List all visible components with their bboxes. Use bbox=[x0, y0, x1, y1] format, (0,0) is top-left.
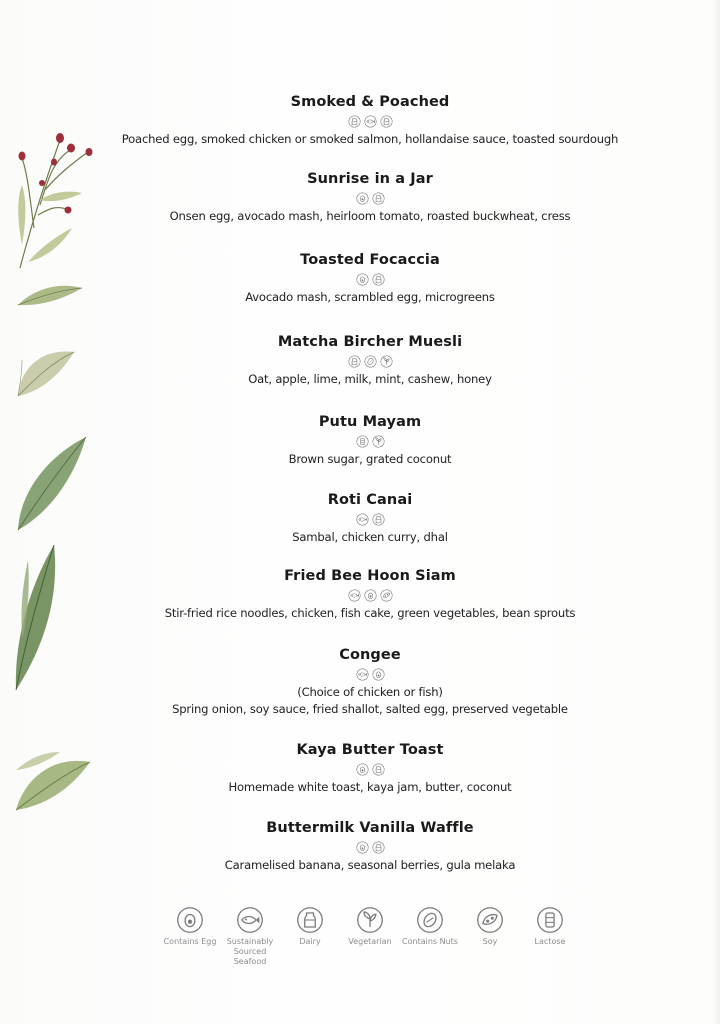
soy-icon bbox=[476, 906, 504, 934]
menu-item-note: (Choice of chicken or fish) bbox=[297, 685, 443, 699]
legend-label: Vegetarian bbox=[348, 937, 392, 946]
menu-item-name: Roti Canai bbox=[327, 492, 413, 508]
legend-label: Soy bbox=[482, 937, 498, 946]
menu-item-name: Kaya Butter Toast bbox=[296, 742, 444, 758]
dairy-icon bbox=[372, 763, 385, 776]
menu-item-description: Onsen egg, avocado mash, heirloom tomato, roasted buckwheat, cress bbox=[169, 209, 571, 223]
dietary-icons bbox=[100, 113, 640, 130]
egg-icon bbox=[356, 763, 369, 776]
menu-item-name: Putu Mayam bbox=[318, 414, 422, 430]
menu-item-description: Stir-fried rice noodles, chicken, fish cake, green vegetables, bean sprouts bbox=[164, 606, 576, 620]
menu-item-name: Toasted Focaccia bbox=[300, 252, 440, 268]
dairy-icon bbox=[372, 192, 385, 205]
soy-icon bbox=[380, 589, 393, 602]
vegetarian-icon bbox=[372, 435, 385, 448]
egg-icon bbox=[176, 906, 204, 934]
menu-item-name: Smoked & Poached bbox=[290, 94, 450, 110]
menu-item bbox=[100, 170, 640, 224]
egg-icon bbox=[356, 273, 369, 286]
menu-item-name: Sunrise in a Jar bbox=[307, 171, 433, 187]
menu-item bbox=[100, 333, 640, 387]
dairy-icon bbox=[372, 841, 385, 854]
leaf bbox=[18, 437, 86, 530]
menu-item bbox=[100, 646, 640, 717]
dietary-icons bbox=[100, 353, 640, 370]
legend-item bbox=[160, 906, 220, 967]
legend-label: Contains Nuts bbox=[402, 937, 458, 946]
leaf bbox=[18, 286, 82, 305]
nuts-icon bbox=[364, 355, 377, 368]
egg-icon bbox=[356, 841, 369, 854]
dietary-icons bbox=[100, 587, 640, 604]
menu-item bbox=[100, 819, 640, 873]
egg-icon bbox=[372, 668, 385, 681]
leaf bbox=[18, 352, 74, 396]
gluten-icon bbox=[536, 906, 564, 934]
nuts-icon bbox=[416, 906, 444, 934]
legend-label: Dairy bbox=[299, 937, 321, 946]
menu-item bbox=[100, 741, 640, 795]
legend-item bbox=[340, 906, 400, 967]
legend-label: Sustainably Sourced Seafood bbox=[226, 937, 274, 966]
egg-icon bbox=[356, 192, 369, 205]
menu-item bbox=[100, 251, 640, 305]
menu-item-name: Matcha Bircher Muesli bbox=[277, 334, 463, 350]
legend-item bbox=[400, 906, 460, 967]
dietary-icons bbox=[100, 761, 640, 778]
menu-item bbox=[100, 567, 640, 621]
dairy-icon bbox=[380, 115, 393, 128]
menu-item-description: Homemade white toast, kaya jam, butter, coconut bbox=[228, 780, 512, 794]
dietary-icons bbox=[100, 190, 640, 207]
legend-item bbox=[280, 906, 340, 967]
menu-item-description: Sambal, chicken curry, dhal bbox=[292, 530, 448, 544]
dairy-icon bbox=[348, 355, 361, 368]
dietary-icons bbox=[100, 666, 640, 683]
allergen-legend bbox=[160, 906, 580, 967]
vegetarian-icon bbox=[380, 355, 393, 368]
dairy-icon bbox=[372, 513, 385, 526]
menu-item bbox=[100, 93, 640, 147]
legend-item bbox=[220, 906, 280, 967]
vegetarian-icon bbox=[356, 906, 384, 934]
dietary-icons bbox=[100, 433, 640, 450]
legend-item bbox=[520, 906, 580, 967]
legend-label: Contains Egg bbox=[163, 937, 217, 946]
menu-item-name: Congee bbox=[339, 647, 401, 663]
menu-item-description: Caramelised banana, seasonal berries, gula melaka bbox=[224, 858, 516, 872]
legend-label: Lactose bbox=[534, 937, 566, 946]
dietary-icons bbox=[100, 839, 640, 856]
seafood-icon bbox=[364, 115, 377, 128]
dietary-icons bbox=[100, 271, 640, 288]
egg-icon bbox=[364, 589, 377, 602]
seafood-icon bbox=[356, 668, 369, 681]
gluten-icon bbox=[356, 435, 369, 448]
menu-item-description: Spring onion, soy sauce, fried shallot, salted egg, preserved vegetable bbox=[172, 702, 568, 716]
menu-item bbox=[100, 491, 640, 545]
dairy-icon bbox=[348, 115, 361, 128]
menu-item-description: Poached egg, smoked chicken or smoked salmon, hollandaise sauce, toasted sourdough bbox=[121, 132, 619, 146]
botanical-illustration bbox=[0, 0, 110, 1024]
menu-item-name: Buttermilk Vanilla Waffle bbox=[266, 820, 474, 836]
dairy-icon bbox=[372, 273, 385, 286]
leaf bbox=[16, 761, 90, 810]
dietary-icons bbox=[100, 511, 640, 528]
seafood-icon bbox=[236, 906, 264, 934]
seafood-icon bbox=[356, 513, 369, 526]
menu-item bbox=[100, 413, 640, 467]
legend-item bbox=[460, 906, 520, 967]
menu-item-name: Fried Bee Hoon Siam bbox=[284, 568, 456, 584]
seafood-icon bbox=[348, 589, 361, 602]
menu-item-description: Oat, apple, lime, milk, mint, cashew, honey bbox=[248, 372, 492, 386]
dairy-icon bbox=[296, 906, 324, 934]
menu-item-description: Avocado mash, scrambled egg, microgreens bbox=[245, 290, 495, 304]
menu-item-description: Brown sugar, grated coconut bbox=[288, 452, 452, 466]
